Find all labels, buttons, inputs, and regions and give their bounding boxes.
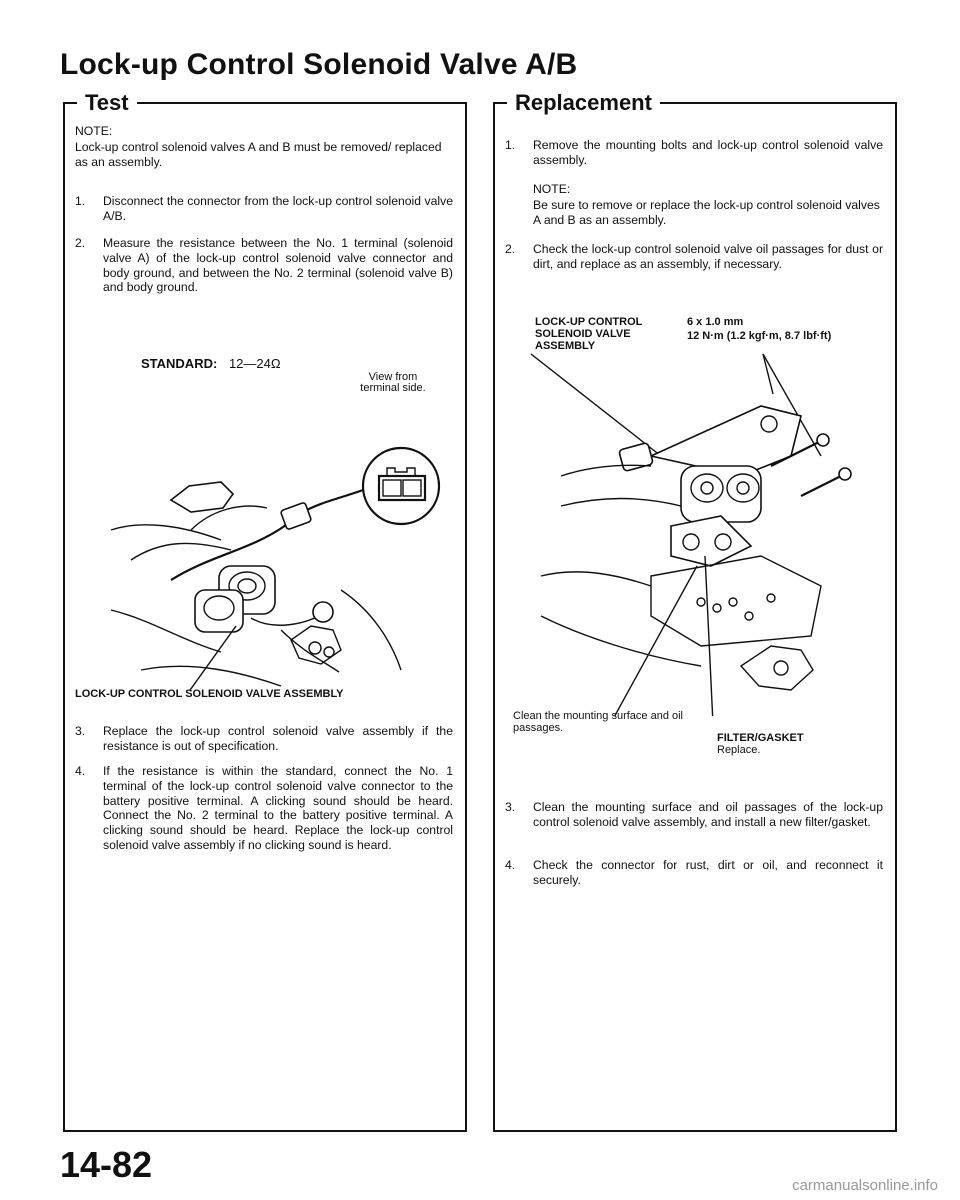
replacement-section	[493, 90, 897, 1132]
step-number: 3.	[75, 724, 86, 738]
valve-body-icon	[541, 556, 821, 690]
gasket-action: Replace.	[717, 744, 761, 756]
test-step-1	[75, 194, 453, 224]
test-step-4	[75, 764, 453, 853]
step-number: 2.	[505, 242, 516, 256]
step-text: Disconnect the connector from the lock-up control solenoid valve A/B.	[103, 194, 453, 223]
test-note-text: Lock-up control solenoid valves A and B must be removed/ replaced as an assembly.	[75, 139, 442, 169]
gasket-label: FILTER/GASKET	[717, 732, 804, 744]
step-text: Remove the mounting bolts and lock-up control solenoid valve assembly.	[533, 138, 883, 167]
step-number: 3.	[505, 800, 516, 814]
test-section	[63, 90, 467, 1132]
test-note-label: NOTE:	[75, 124, 113, 138]
gasket-icon	[671, 516, 751, 566]
step-number: 2.	[75, 236, 86, 250]
test-figure-label: LOCK-UP CONTROL SOLENOID VALVE ASSEMBLY	[75, 688, 344, 700]
replacement-heading: Replacement	[507, 90, 660, 116]
replacement-assembly-label: LOCK-UP CONTROL SOLENOID VALVE ASSEMBLY	[535, 316, 643, 352]
clean-surface-label: Clean the mounting surface and oil passages.	[513, 710, 683, 734]
test-step-3	[75, 724, 453, 754]
test-illustration	[71, 390, 461, 690]
step-number: 4.	[505, 858, 516, 872]
step-number: 4.	[75, 764, 86, 778]
page-title: Lock-up Control Solenoid Valve A/B	[60, 48, 578, 81]
test-note	[75, 124, 453, 169]
step-text: Check the lock-up control solenoid valve oil passages for dust or dirt, and replace as an assembly, if necessary.	[533, 242, 883, 271]
replacement-note	[533, 182, 883, 227]
replacement-step-4	[505, 858, 883, 888]
solenoid-assembly-icon	[561, 406, 801, 522]
step-number: 1.	[505, 138, 516, 152]
standard-label: STANDARD:	[141, 356, 218, 371]
step-number: 1.	[75, 194, 86, 208]
replacement-note-text: Be sure to remove or replace the lock-up control solenoid valves A and B as an assembly.	[533, 197, 880, 227]
test-heading: Test	[77, 90, 137, 116]
standard-value: 12—24Ω	[228, 356, 281, 371]
page-number: 14-82	[60, 1144, 153, 1185]
watermark[interactable]: carmanualsonline.info	[792, 1177, 938, 1194]
replacement-step-1	[505, 138, 883, 168]
standard-spec	[141, 357, 453, 372]
view-from-note: View from terminal side.	[360, 371, 426, 394]
replacement-note-label: NOTE:	[533, 182, 571, 196]
step-text: Replace the lock-up control solenoid valve assembly if the resistance is out of specification.	[103, 724, 453, 753]
replacement-step-3	[505, 800, 883, 830]
step-text: If the resistance is within the standard, connect the No. 1 terminal of the lock-up control solenoid valve connector to the battery positive terminal. A clicking sound should be heard. Connect the No. 2 terminal to the battery positive terminal. A clicking sound should be heard. Replace the lock-up control solenoid valve assembly if no clicking sound is heard.	[103, 764, 453, 852]
replacement-illustration	[501, 346, 891, 716]
replacement-step-2	[505, 242, 883, 272]
terminal-view-icon	[363, 448, 439, 524]
bolt-spec-torque: 12 N·m (1.2 kgf·m, 8.7 lbf·ft)	[687, 330, 832, 342]
solenoid-connector-icon	[111, 482, 401, 686]
test-step-2	[75, 236, 453, 295]
bolt-spec-size: 6 x 1.0 mm	[687, 316, 744, 328]
step-text: Check the connector for rust, dirt or oil, and reconnect it securely.	[533, 858, 883, 887]
step-text: Measure the resistance between the No. 1 terminal (solenoid valve A) of the lock-up control solenoid valve connector and body ground, and between the No. 2 terminal (solenoid valve B) and body ground.	[103, 236, 453, 295]
step-text: Clean the mounting surface and oil passages of the lock-up control solenoid valve assembly, and install a new filter/gasket.	[533, 800, 883, 829]
